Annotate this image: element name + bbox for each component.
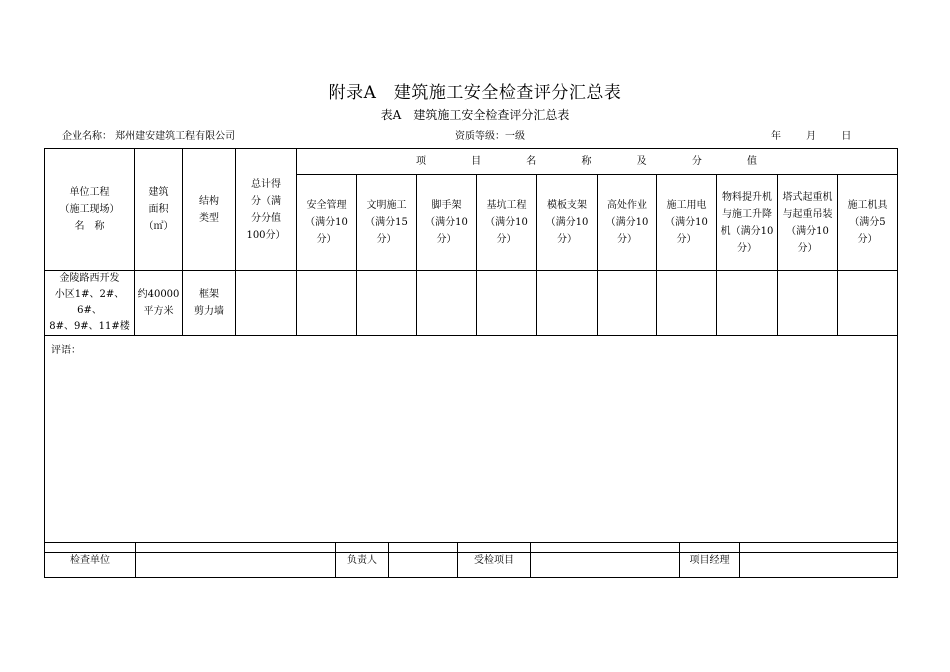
table-subtitle: 表A 建筑施工安全检查评分汇总表 bbox=[380, 108, 570, 122]
signature-table bbox=[44, 542, 898, 578]
item-construction-electricity: 施工用电 （满分10 分） bbox=[657, 175, 717, 271]
row-structure-type: 框架 剪力墙 bbox=[183, 271, 236, 336]
item-formwork-support: 模板支架 （满分10 分） bbox=[537, 175, 598, 271]
qualification-level: 资质等级：一级 bbox=[455, 131, 525, 142]
header-building-area: 建筑 面积 （㎡） bbox=[135, 149, 183, 271]
item-scaffolding: 脚手架 （满分10 分） bbox=[417, 175, 477, 271]
responsible-person-label: 负责人 bbox=[336, 543, 389, 578]
item-civilized-construction: 文明施工 （满分15 分） bbox=[357, 175, 417, 271]
row-total-score bbox=[236, 271, 297, 336]
header-unit-project: 单位工程 （施工现场） 名 称 bbox=[45, 149, 135, 271]
row-score-cell bbox=[537, 271, 598, 336]
responsible-person-value bbox=[389, 543, 458, 578]
summary-table bbox=[44, 148, 898, 553]
inspected-project-value bbox=[531, 543, 680, 578]
item-work-at-height: 高处作业 （满分10 分） bbox=[598, 175, 657, 271]
row-score-cell bbox=[778, 271, 838, 336]
row-unit-project: 金陵路西开发 小区1#、2#、6#、 8#、9#、11#楼 bbox=[45, 271, 135, 336]
row-score-cell bbox=[717, 271, 778, 336]
row-score-cell bbox=[657, 271, 717, 336]
company-name: 企业名称： 郑州建安建筑工程有限公司 bbox=[62, 131, 236, 142]
inspected-project-label: 受检项目 bbox=[458, 543, 531, 578]
header-items: 项 目 名 称 及 分 值 bbox=[297, 149, 898, 175]
inspection-unit-label: 检查单位 bbox=[45, 543, 136, 578]
item-tower-crane: 塔式起重机 与起重吊装 （满分10 分） bbox=[778, 175, 838, 271]
row-score-cell bbox=[477, 271, 537, 336]
row-score-cell bbox=[598, 271, 657, 336]
row-score-cell bbox=[297, 271, 357, 336]
row-score-cell bbox=[357, 271, 417, 336]
project-manager-value bbox=[740, 543, 898, 578]
header-structure-type: 结构 类型 bbox=[183, 149, 236, 271]
item-foundation-pit: 基坑工程 （满分10 分） bbox=[477, 175, 537, 271]
comment-area bbox=[45, 336, 898, 553]
row-score-cell bbox=[838, 271, 898, 336]
inspection-unit-value bbox=[136, 543, 336, 578]
project-manager-label: 项目经理 bbox=[680, 543, 740, 578]
item-material-hoist: 物料提升机 与施工升降 机（满分10 分） bbox=[717, 175, 778, 271]
header-total-score: 总计得 分（满 分分值 100分） bbox=[236, 149, 297, 271]
item-construction-machinery: 施工机具 （满分5 分） bbox=[838, 175, 898, 271]
date-fields: 年 月 日 bbox=[771, 131, 852, 142]
row-score-cell bbox=[417, 271, 477, 336]
row-building-area: 约40000 平方米 bbox=[135, 271, 183, 336]
item-safety-management: 安全管理 （满分10 分） bbox=[297, 175, 357, 271]
page-title: 附录A 建筑施工安全检查评分汇总表 bbox=[328, 83, 622, 103]
comment-label: 评语： bbox=[51, 345, 81, 356]
